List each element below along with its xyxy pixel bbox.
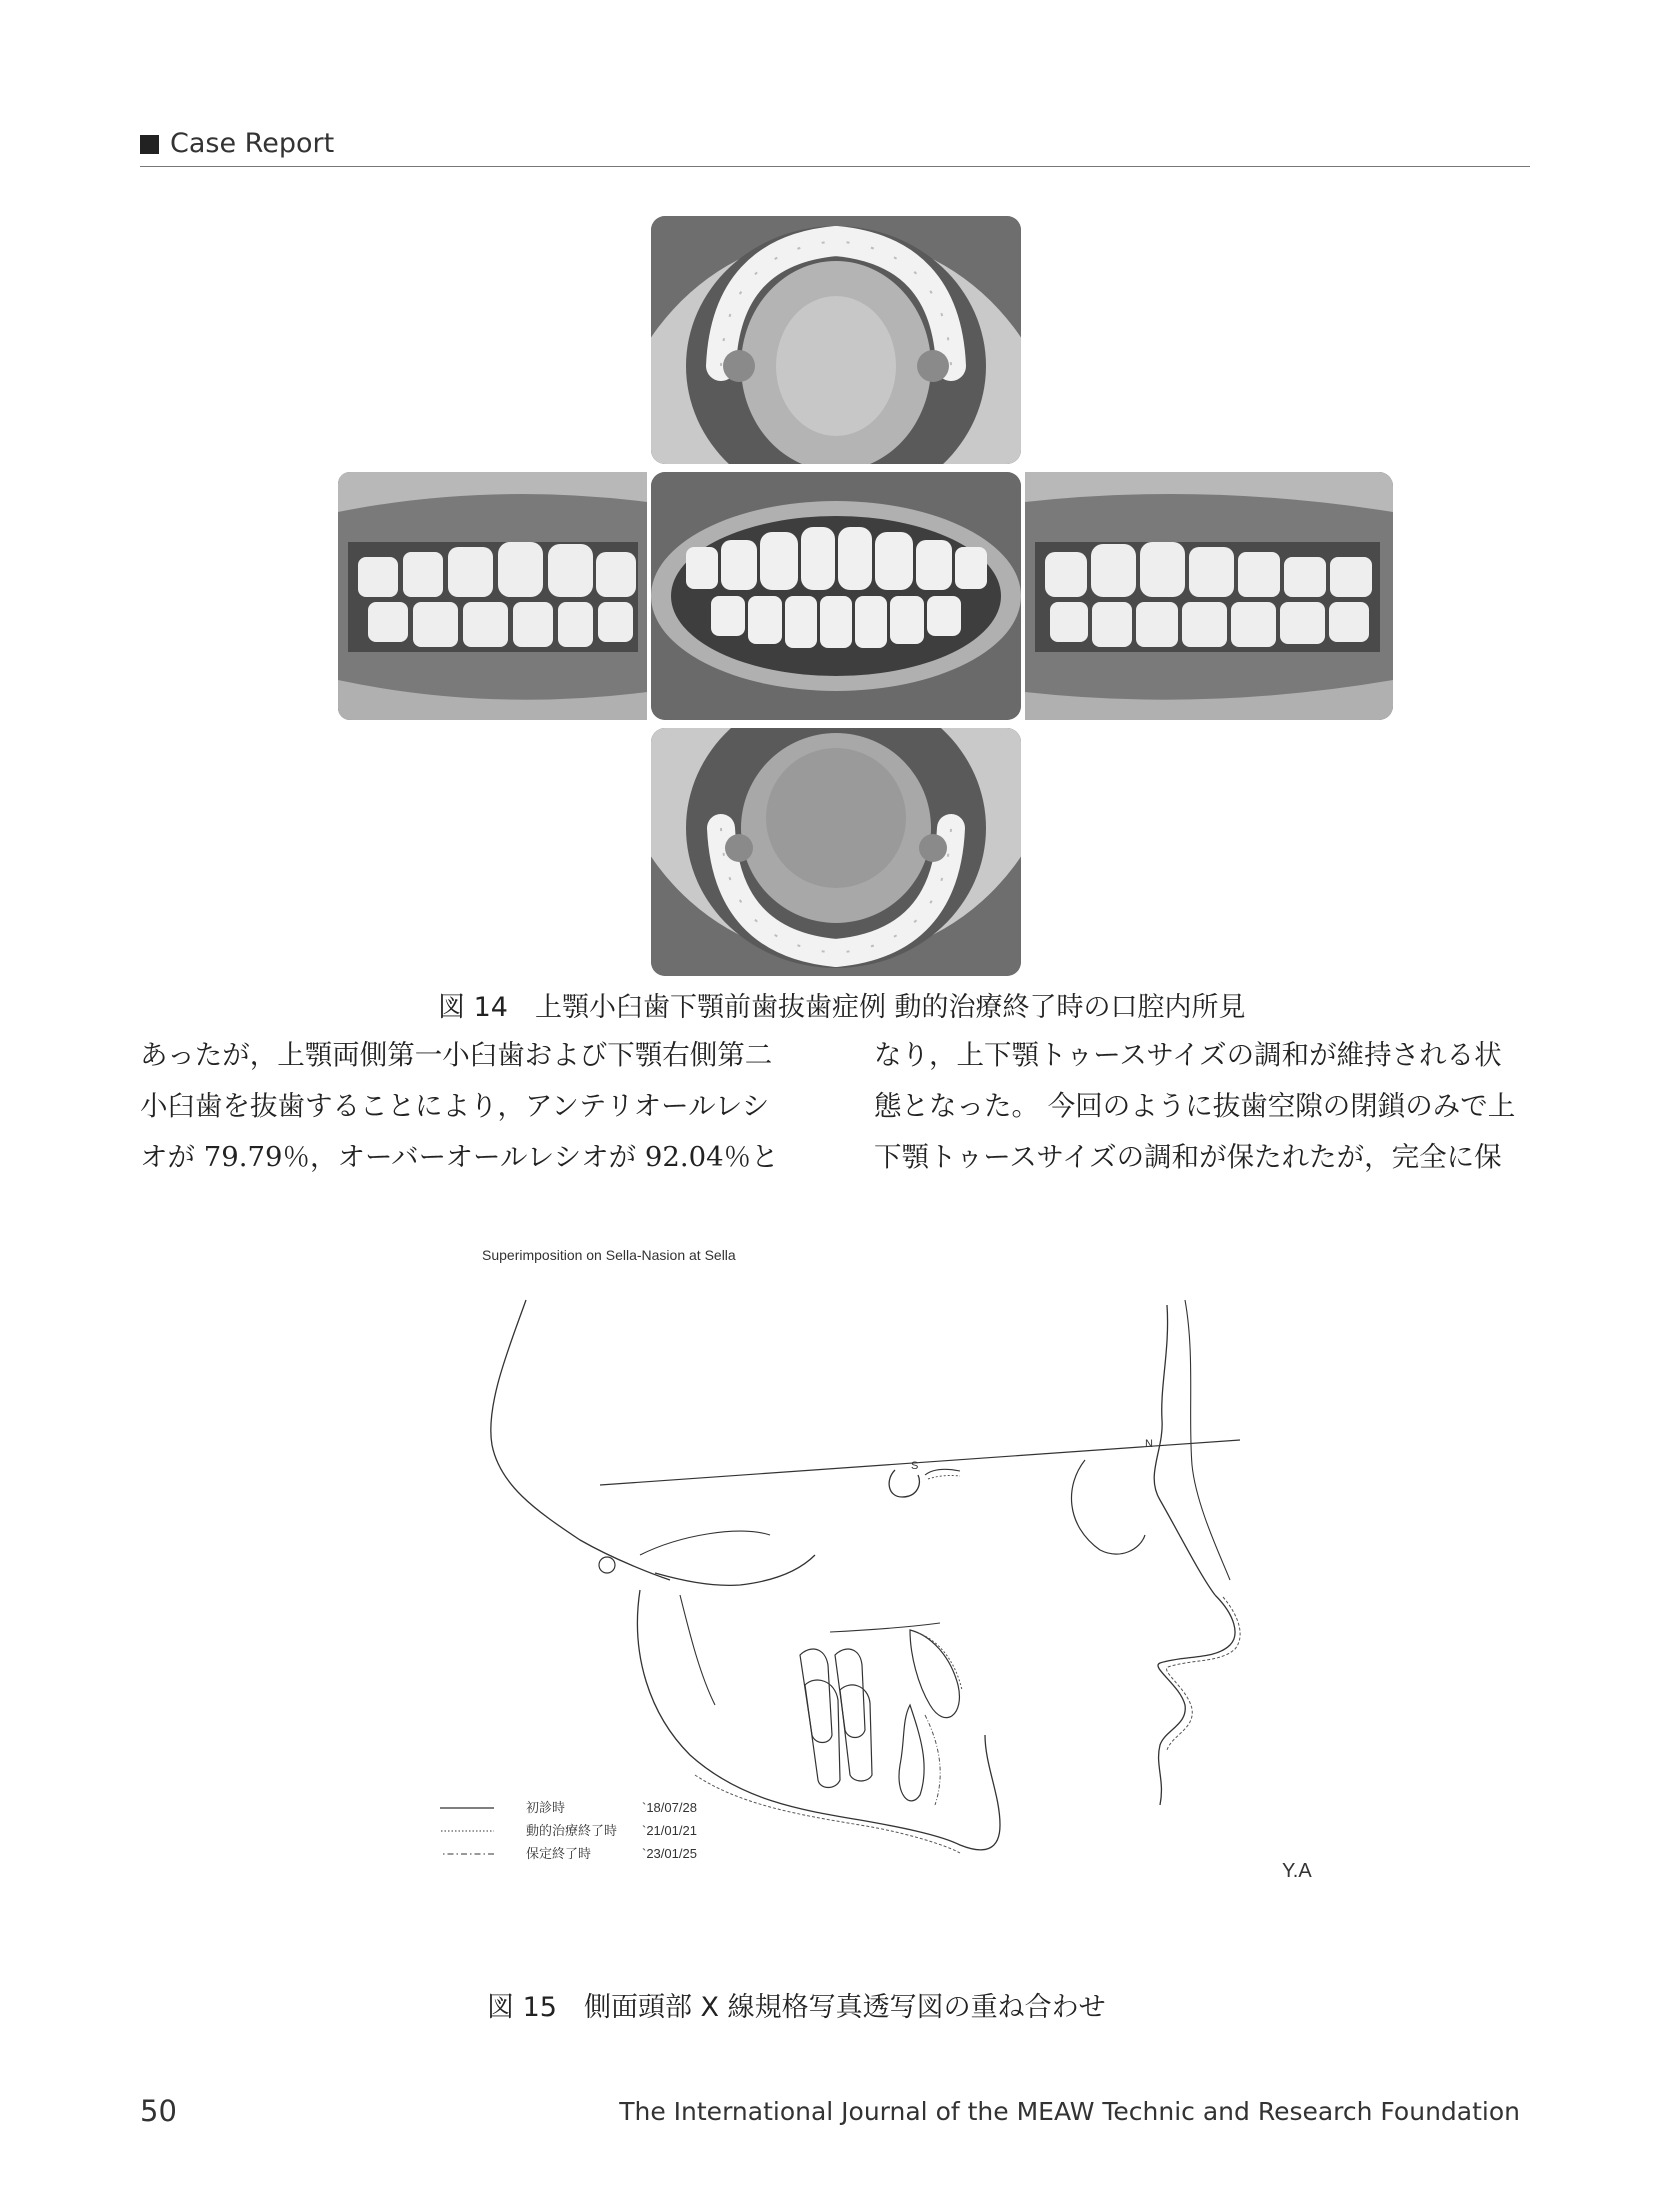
legend-label: 初診時 <box>526 1800 566 1815</box>
photo-frontal <box>651 472 1021 720</box>
photo-left-buccal <box>1025 472 1393 720</box>
initials: Y.A <box>1282 1860 1312 1882</box>
body-left-column <box>140 1030 779 1183</box>
legend-date: `18/07/28 <box>642 1800 697 1815</box>
header-label: Case Report <box>170 128 335 159</box>
legend-label: 動的治療終了時 <box>526 1823 618 1838</box>
page-number: 50 <box>140 2094 177 2128</box>
photo-right-buccal <box>338 472 647 720</box>
journal-name: The International Journal of the MEAW Technic and Research Foundation <box>619 2097 1520 2126</box>
body-line: オが 79.79％，オーバーオールレシオが 92.04％と <box>140 1141 779 1173</box>
body-line: 下顎トゥースサイズの調和が保たれたが，完全に保 <box>874 1141 1502 1173</box>
legend-label: 保定終了時 <box>526 1846 592 1861</box>
running-header <box>140 128 1530 167</box>
body-line: あったが，上顎両側第一小臼歯および下顎右側第二 <box>140 1039 773 1071</box>
diagram-title: Superimposition on Sella-Nasion at Sella <box>482 1247 736 1263</box>
figure15-caption: 図 15 側面頭部 X 線規格写真透写図の重ね合わせ <box>487 1992 1106 2023</box>
cephalometric-superimposition <box>440 1235 1320 1905</box>
photo-mandibular-occlusal <box>651 728 1021 976</box>
label-s: S <box>911 1460 919 1472</box>
legend-date: `23/01/25 <box>642 1846 697 1861</box>
body-right-column <box>874 1030 1515 1183</box>
body-line: なり，上下顎トゥースサイズの調和が維持される状 <box>874 1039 1502 1071</box>
body-line: 小臼歯を抜歯することにより，アンテリオールレシ <box>140 1090 770 1122</box>
figure14-caption: 図 14 上顎小臼歯下顎前歯抜歯症例 動的治療終了時の口腔内所見 <box>438 992 1246 1023</box>
body-line: 態となった。 今回のように抜歯空隙の閉鎖のみで上 <box>874 1090 1516 1122</box>
photo-maxillary-occlusal <box>651 216 1021 464</box>
header-square-icon <box>140 135 159 154</box>
legend-date: `21/01/21 <box>642 1823 697 1838</box>
label-n: N <box>1145 1438 1153 1450</box>
